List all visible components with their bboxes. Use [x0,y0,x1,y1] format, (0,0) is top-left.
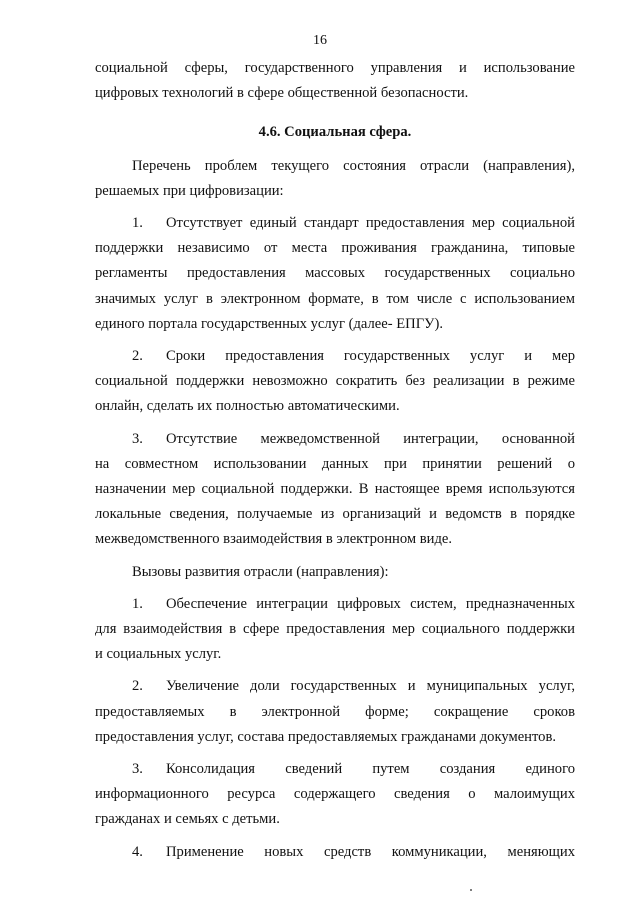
challenge-item [95,592,575,668]
problem-item [95,344,575,420]
challenge-line: предоставляемых в электронной форме; сокращение сроков [95,703,575,720]
intro-line: социальной сферы, государственного управления и использование [95,60,575,76]
challenge-line: 3. Консолидация сведений путем создания единого [95,757,575,782]
challenge-line: и социальных услуг. [95,646,222,663]
challenge-line: 2. Увеличение доли государственных и муниципальных услуг, [95,674,575,699]
problem-line: локальные сведения, получаемые из организаций и ведомств в порядке [95,506,575,523]
problem-line: социальной поддержки невозможно сократить без реализации в режиме [95,373,575,390]
problem-line: онлайн, сделать их полностью автоматическими. [95,398,400,415]
problem-line: назначении мер социальной поддержки. В настоящее время используются [95,481,575,498]
page-number: 16 [313,33,327,48]
problem-line: единого портала государственных услуг (далее- ЕПГУ). [95,315,443,332]
problem-number: 2. [132,348,143,365]
challenges-intro: Вызовы развития отрасли (направления): [132,563,389,580]
challenge-number: 4. [132,843,143,860]
challenge-line: гражданах и семьях с детьми. [95,811,280,828]
problem-line: 1. Отсутствует единый стандарт предоставления мер социальной [95,211,575,236]
challenge-line: информационного ресурса содержащего сведения о малоимущих [95,786,575,803]
problem-line: регламенты предоставления массовых государственных социально [95,265,575,282]
problem-line: межведомственного взаимодействия в электронном виде. [95,531,452,548]
problem-item [95,211,575,337]
problem-line: значимых услуг в электронном формате, в том числе с использованием [95,290,575,307]
problem-line: 2. Сроки предоставления государственных услуг и мер [95,344,575,369]
challenge-line: 1. Обеспечение интеграции цифровых систем, предназначенных [95,592,575,617]
challenge-line: 4. Применение новых средств коммуникации, меняющих [95,840,575,865]
problem-line: поддержки независимо от места проживания гражданина, типовые [95,240,575,257]
problem-item [95,427,575,553]
problems-intro-line: Перечень проблем текущего состояния отрасли (направления), [132,157,575,174]
challenge-line: предоставления услуг, состава предоставляемых гражданами документов. [95,728,557,745]
document-body [95,56,575,865]
problem-line: 3. Отсутствие межведомственной интеграции, основанной [95,427,575,452]
challenge-number: 3. [132,761,143,778]
challenge-number: 1. [132,595,143,612]
challenge-number: 2. [132,678,143,695]
challenge-line: для взаимодействия в сфере предоставления мер социального поддержки [95,621,575,638]
problem-number: 3. [132,430,143,447]
challenge-item [95,674,575,750]
intro-line: цифровых технологий в сфере общественной безопасности. [95,85,469,102]
challenge-item [95,840,575,865]
problems-intro-line: решаемых при цифровизации: [95,182,284,199]
challenge-item [95,757,575,833]
problem-number: 1. [132,215,143,232]
problem-line: на совместном использовании данных при принятии решений о [95,455,575,472]
scan-speck [470,889,472,891]
section-heading: 4.6. Социальная сфера. [258,124,412,141]
